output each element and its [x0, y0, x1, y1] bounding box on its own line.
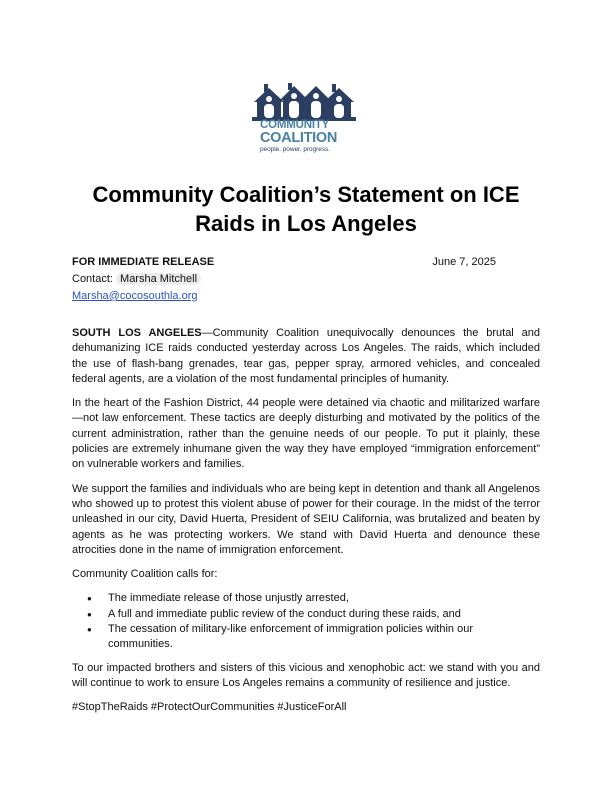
list-item: ● A full and immediate public review of the conduct during these raids, and: [108, 607, 540, 622]
hashtags: #StopTheRaids #ProtectOurCommunities #JusticeForAll: [72, 701, 347, 714]
contact-name-chip[interactable]: Marsha Mitchell: [116, 273, 201, 285]
logo-line-community: COMMUNITY: [260, 119, 330, 131]
paragraph-3: We support the families and individuals who are being kept in detention and thank all Angelenos who showed up to protest this violent abuse of power for their courage. In the midst of the terror unleashed in our city, David Huerta, President of SEIU California, was brutalized and beaten by agents as he was protecting workers. We stand with David Huerta and denounce these atrocities done in the name of immigration enforcement.: [72, 482, 540, 556]
logo-wordmark: [260, 120, 356, 154]
paragraph-4: To our impacted brothers and sisters of this vicious and xenophobic act: we stand with you and will continue to work to ensure Los Angeles remains a community of resilience and justice.: [72, 661, 540, 689]
release-label: FOR IMMEDIATE RELEASE: [72, 256, 215, 268]
contact-line: [72, 271, 496, 288]
list-item: ● The immediate release of those unjustly arrested,: [108, 591, 540, 606]
contact-label: Contact:: [72, 273, 113, 285]
release-meta: [72, 254, 496, 305]
paragraph-1-text: —Community Coalition unequivocally denounces the brutal and dehumanizing ICE raids conducted yesterday across Los Angeles. The raids, which included the use of flash-bang grenades, tear gas, pepper spray, armored vehicles, and concealed federal agents, are a violation of the most fundamental principles of humanity.: [72, 327, 540, 385]
statement-title: [60, 180, 552, 238]
dateline: SOUTH LOS ANGELES: [72, 327, 202, 339]
title-line-1: Community Coalition’s Statement on ICE: [92, 182, 520, 207]
calls-intro: Community Coalition calls for:: [72, 568, 218, 581]
logo-line-coalition: COALITION: [260, 130, 338, 146]
calls-list: [72, 591, 540, 652]
title-line-2: Raids in Los Angeles: [195, 211, 417, 236]
release-date: June 7, 2025: [432, 256, 496, 268]
houses-icon: [252, 82, 356, 122]
list-item: ● The cessation of military-like enforcement of immigration policies within our communities.: [108, 622, 540, 653]
contact-email-link[interactable]: Marsha@cocosouthla.org: [72, 290, 198, 302]
logo-tagline: people. power. progress.: [260, 146, 330, 153]
community-coalition-logo: [252, 82, 356, 158]
statement-body: [72, 326, 540, 725]
paragraph-2: In the heart of the Fashion District, 44 people were detained via chaotic and militarized warfare—not law enforcement. These tactics are deeply disturbing and motivated by the politics of the current administration, rather than the genuine needs of our people. To put it plainly, these policies are extremely inhumane given the way they have employed “immigration enforcement” on vulnerable workers and families.: [72, 397, 540, 471]
paragraph-1: [72, 326, 540, 387]
